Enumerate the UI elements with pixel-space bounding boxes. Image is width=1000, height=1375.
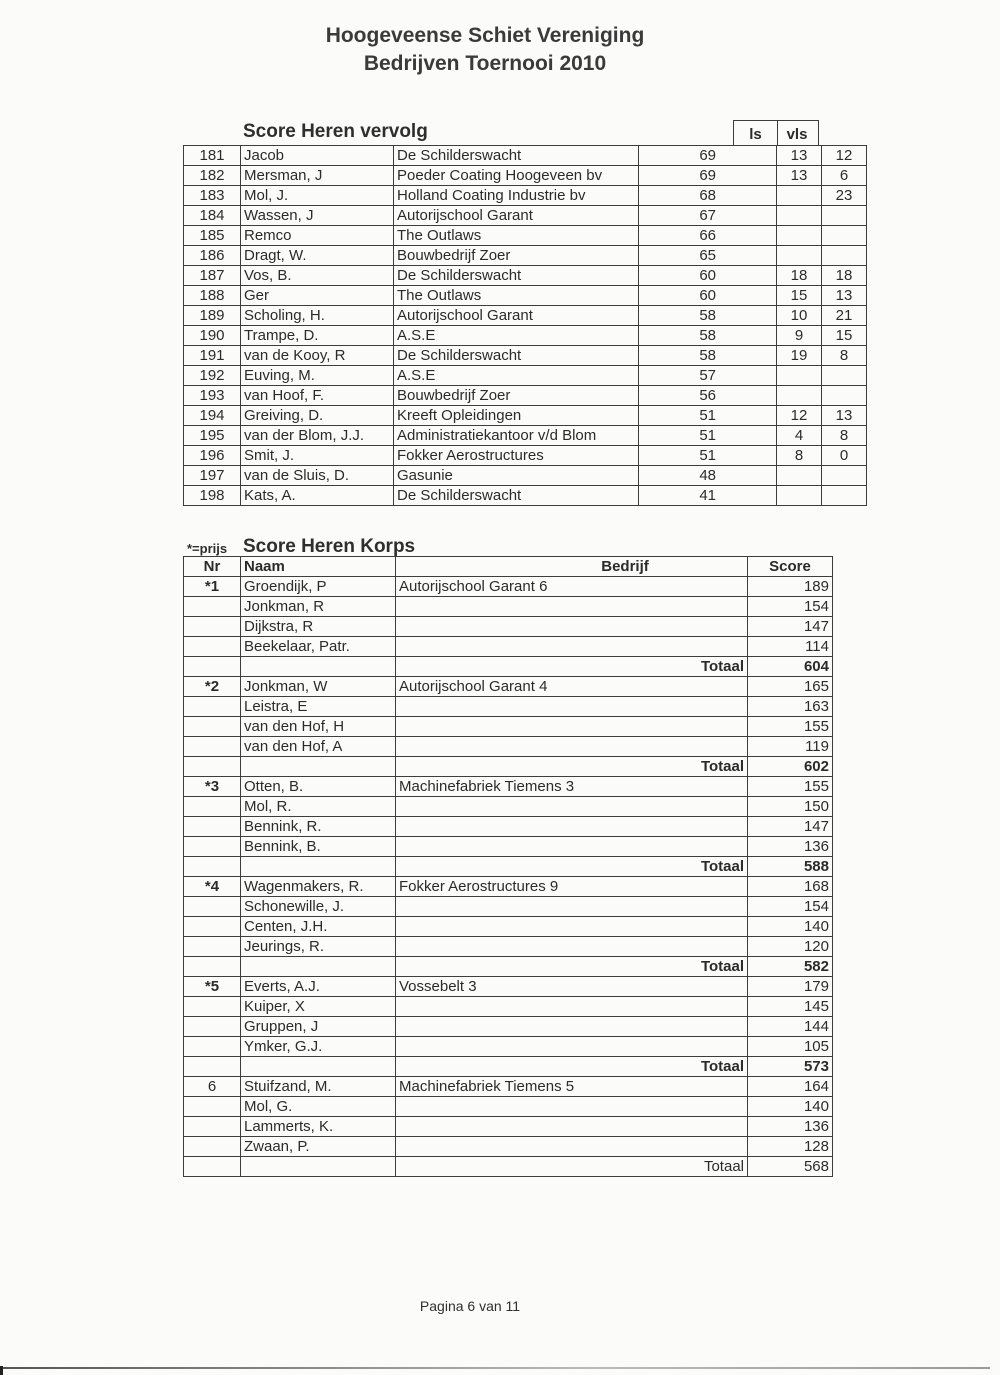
cell-score: 140 — [748, 1097, 833, 1117]
cell-naam: Dragt, W. — [241, 246, 394, 266]
score-heren-korps-table — [183, 556, 833, 1177]
column-header-ls: ls — [733, 120, 778, 146]
team-member-row — [184, 577, 833, 597]
cell-empty — [241, 957, 396, 977]
cell-score: 150 — [748, 797, 833, 817]
prize-legend: *=prijs — [187, 541, 228, 556]
team-total-row — [184, 757, 833, 777]
cell-ls — [777, 366, 822, 386]
table-header — [184, 557, 833, 577]
cell-ls — [777, 466, 822, 486]
cell-nr: 188 — [184, 286, 241, 306]
cell-score: 189 — [748, 577, 833, 597]
cell-naam: van den Hof, A — [241, 737, 396, 757]
table-row — [184, 366, 867, 386]
cell-score: 68 — [639, 186, 777, 206]
team-member-row — [184, 697, 833, 717]
cell-nr: 185 — [184, 226, 241, 246]
cell-naam: Wassen, J — [241, 206, 394, 226]
cell-naam: Wagenmakers, R. — [241, 877, 396, 897]
cell-ls: 15 — [777, 286, 822, 306]
table-row — [184, 286, 867, 306]
cell-nr — [184, 1097, 241, 1117]
cell-naam: van Hoof, F. — [241, 386, 394, 406]
cell-score: 60 — [639, 266, 777, 286]
cell-ls — [777, 246, 822, 266]
cell-naam: Stuifzand, M. — [241, 1077, 396, 1097]
cell-score: 155 — [748, 717, 833, 737]
cell-empty — [241, 657, 396, 677]
team-member-row — [184, 1077, 833, 1097]
table-row — [184, 386, 867, 406]
document-subtitle: Bedrijven Toernooi 2010 — [363, 52, 607, 75]
cell-naam: Zwaan, P. — [241, 1137, 396, 1157]
cell-naam: Dijkstra, R — [241, 617, 396, 637]
cell-score: 60 — [639, 286, 777, 306]
team-member-row — [184, 877, 833, 897]
cell-bedrijf — [396, 637, 748, 657]
cell-bedrijf: De Schilderswacht — [394, 486, 639, 506]
cell-bedrijf — [396, 897, 748, 917]
cell-score: 57 — [639, 366, 777, 386]
team-member-row — [184, 997, 833, 1017]
cell-naam: Schonewille, J. — [241, 897, 396, 917]
cell-score: 119 — [748, 737, 833, 757]
column-header-nr: Nr — [184, 557, 241, 577]
team-member-row — [184, 817, 833, 837]
cell-vls: 23 — [822, 186, 867, 206]
cell-bedrijf: Poeder Coating Hoogeveen bv — [394, 166, 639, 186]
cell-score: 58 — [639, 306, 777, 326]
cell-nr — [184, 737, 241, 757]
cell-nr: 198 — [184, 486, 241, 506]
cell-score: 120 — [748, 937, 833, 957]
cell-nr — [184, 597, 241, 617]
cell-bedrijf: Autorijschool Garant — [394, 306, 639, 326]
cell-ls: 10 — [777, 306, 822, 326]
cell-score: 114 — [748, 637, 833, 657]
cell-bedrijf — [396, 1117, 748, 1137]
cell-naam: Mersman, J — [241, 166, 394, 186]
cell-naam: Vos, B. — [241, 266, 394, 286]
table-row — [184, 446, 867, 466]
cell-nr — [184, 637, 241, 657]
team-member-row — [184, 1137, 833, 1157]
totaal-value: 588 — [748, 857, 833, 877]
cell-score: 56 — [639, 386, 777, 406]
cell-bedrijf: Autorijschool Garant 6 — [396, 577, 748, 597]
cell-nr — [184, 997, 241, 1017]
table-row — [184, 326, 867, 346]
cell-nr: 193 — [184, 386, 241, 406]
cell-score: 163 — [748, 697, 833, 717]
cell-score: 136 — [748, 837, 833, 857]
cell-naam: van den Hof, H — [241, 717, 396, 737]
cell-score: 147 — [748, 817, 833, 837]
totaal-label: Totaal — [396, 857, 748, 877]
table-row — [184, 486, 867, 506]
cell-ls: 13 — [777, 146, 822, 166]
cell-empty — [184, 1157, 241, 1177]
cell-bedrijf: The Outlaws — [394, 286, 639, 306]
cell-score: 154 — [748, 897, 833, 917]
cell-ls: 13 — [777, 166, 822, 186]
cell-bedrijf — [396, 737, 748, 757]
cell-bedrijf: Fokker Aerostructures — [394, 446, 639, 466]
totaal-value: 604 — [748, 657, 833, 677]
cell-bedrijf: The Outlaws — [394, 226, 639, 246]
table-row — [184, 406, 867, 426]
team-member-row — [184, 737, 833, 757]
cell-score: 51 — [639, 406, 777, 426]
totaal-value: 602 — [748, 757, 833, 777]
cell-vls: 6 — [822, 166, 867, 186]
cell-bedrijf — [396, 717, 748, 737]
cell-nr — [184, 897, 241, 917]
cell-nr: 190 — [184, 326, 241, 346]
cell-ls: 9 — [777, 326, 822, 346]
cell-nr: 181 — [184, 146, 241, 166]
team-member-row — [184, 637, 833, 657]
cell-score: 155 — [748, 777, 833, 797]
cell-ls: 8 — [777, 446, 822, 466]
cell-bedrijf — [396, 917, 748, 937]
team-member-row — [184, 777, 833, 797]
cell-nr: 192 — [184, 366, 241, 386]
cell-nr — [184, 1137, 241, 1157]
cell-score: 69 — [639, 146, 777, 166]
cell-nr: 195 — [184, 426, 241, 446]
column-header-naam: Naam — [241, 557, 396, 577]
cell-naam: Remco — [241, 226, 394, 246]
column-header-score: Score — [748, 557, 833, 577]
cell-nr — [184, 817, 241, 837]
cell-naam: Mol, G. — [241, 1097, 396, 1117]
team-member-row — [184, 1017, 833, 1037]
cell-vls — [822, 226, 867, 246]
cell-nr: *4 — [184, 877, 241, 897]
cell-nr — [184, 937, 241, 957]
cell-bedrijf — [396, 937, 748, 957]
cell-bedrijf: Administratiekantoor v/d Blom — [394, 426, 639, 446]
cell-ls — [777, 186, 822, 206]
cell-empty — [184, 857, 241, 877]
cell-bedrijf — [396, 997, 748, 1017]
table-row — [184, 246, 867, 266]
totaal-value: 582 — [748, 957, 833, 977]
cell-empty — [241, 757, 396, 777]
team-total-row — [184, 1157, 833, 1177]
cell-ls — [777, 206, 822, 226]
cell-bedrijf: De Schilderswacht — [394, 266, 639, 286]
cell-naam: Greiving, D. — [241, 406, 394, 426]
cell-ls: 18 — [777, 266, 822, 286]
cell-score: 66 — [639, 226, 777, 246]
cell-nr — [184, 797, 241, 817]
team-member-row — [184, 897, 833, 917]
cell-vls: 18 — [822, 266, 867, 286]
cell-ls — [777, 226, 822, 246]
cell-nr: 187 — [184, 266, 241, 286]
team-member-row — [184, 1097, 833, 1117]
cell-score: 58 — [639, 346, 777, 366]
cell-score: 136 — [748, 1117, 833, 1137]
cell-empty — [241, 1157, 396, 1177]
cell-naam: Trampe, D. — [241, 326, 394, 346]
totaal-label: Totaal — [396, 657, 748, 677]
cell-bedrijf: Bouwbedrijf Zoer — [394, 246, 639, 266]
team-member-row — [184, 937, 833, 957]
cell-naam: Bennink, R. — [241, 817, 396, 837]
cell-score: 65 — [639, 246, 777, 266]
cell-bedrijf — [396, 817, 748, 837]
cell-naam: Gruppen, J — [241, 1017, 396, 1037]
cell-naam: Otten, B. — [241, 777, 396, 797]
cell-nr — [184, 837, 241, 857]
section-heading-korps: Score Heren Korps — [243, 536, 416, 557]
team-member-row — [184, 837, 833, 857]
cell-naam: Ger — [241, 286, 394, 306]
cell-score: 147 — [748, 617, 833, 637]
totaal-label: Totaal — [396, 957, 748, 977]
cell-vls — [822, 206, 867, 226]
column-header-bedrijf: Bedrijf — [396, 557, 748, 577]
cell-nr: 191 — [184, 346, 241, 366]
cell-bedrijf — [396, 1017, 748, 1037]
cell-ls — [777, 386, 822, 406]
cell-score: 51 — [639, 426, 777, 446]
cell-nr: 183 — [184, 186, 241, 206]
header-row — [184, 557, 833, 577]
cell-nr — [184, 617, 241, 637]
cell-nr — [184, 1037, 241, 1057]
team-member-row — [184, 717, 833, 737]
cell-naam: Beekelaar, Patr. — [241, 637, 396, 657]
cell-ls: 12 — [777, 406, 822, 426]
cell-naam: Lammerts, K. — [241, 1117, 396, 1137]
cell-vls — [822, 466, 867, 486]
cell-naam: Everts, A.J. — [241, 977, 396, 997]
team-total-row — [184, 957, 833, 977]
cell-bedrijf: Bouwbedrijf Zoer — [394, 386, 639, 406]
cell-empty — [184, 757, 241, 777]
cell-nr: *5 — [184, 977, 241, 997]
cell-score: 128 — [748, 1137, 833, 1157]
cell-naam: Mol, R. — [241, 797, 396, 817]
cell-nr — [184, 697, 241, 717]
cell-naam: van de Kooy, R — [241, 346, 394, 366]
table-body — [184, 577, 833, 1177]
cell-score: 51 — [639, 446, 777, 466]
score-heren-vervolg-table — [183, 145, 867, 506]
cell-nr: 184 — [184, 206, 241, 226]
cell-bedrijf — [396, 1097, 748, 1117]
table-row — [184, 186, 867, 206]
cell-vls: 8 — [822, 426, 867, 446]
cell-bedrijf: Fokker Aerostructures 9 — [396, 877, 748, 897]
table-row — [184, 146, 867, 166]
cell-score: 140 — [748, 917, 833, 937]
team-member-row — [184, 1117, 833, 1137]
cell-bedrijf: A.S.E — [394, 366, 639, 386]
table-body — [184, 146, 867, 506]
cell-naam: Mol, J. — [241, 186, 394, 206]
cell-score: 154 — [748, 597, 833, 617]
cell-nr — [184, 1117, 241, 1137]
cell-score: 165 — [748, 677, 833, 697]
cell-empty — [241, 857, 396, 877]
cell-score: 179 — [748, 977, 833, 997]
team-member-row — [184, 1037, 833, 1057]
cell-nr: 182 — [184, 166, 241, 186]
team-member-row — [184, 677, 833, 697]
table-row — [184, 206, 867, 226]
table-row — [184, 266, 867, 286]
scan-edge-mark — [0, 1366, 3, 1375]
cell-nr: 197 — [184, 466, 241, 486]
cell-bedrijf — [396, 797, 748, 817]
section-heading-vervolg: Score Heren vervolg — [243, 121, 428, 142]
table-row — [184, 226, 867, 246]
cell-score: 67 — [639, 206, 777, 226]
cell-bedrijf — [396, 617, 748, 637]
cell-nr: *2 — [184, 677, 241, 697]
totaal-value: 568 — [748, 1157, 833, 1177]
cell-vls: 13 — [822, 406, 867, 426]
team-member-row — [184, 977, 833, 997]
cell-score: 164 — [748, 1077, 833, 1097]
cell-naam: Scholing, H. — [241, 306, 394, 326]
cell-naam: Leistra, E — [241, 697, 396, 717]
page-footer: Pagina 6 van 11 — [419, 1298, 521, 1314]
cell-bedrijf — [396, 1137, 748, 1157]
cell-bedrijf: Vossebelt 3 — [396, 977, 748, 997]
cell-naam: van de Sluis, D. — [241, 466, 394, 486]
cell-bedrijf: Kreeft Opleidingen — [394, 406, 639, 426]
cell-bedrijf — [396, 597, 748, 617]
totaal-label: Totaal — [396, 757, 748, 777]
cell-nr — [184, 717, 241, 737]
team-member-row — [184, 917, 833, 937]
totaal-value: 573 — [748, 1057, 833, 1077]
cell-vls: 15 — [822, 326, 867, 346]
cell-naam: Groendijk, P — [241, 577, 396, 597]
totaal-label: Totaal — [396, 1157, 748, 1177]
cell-empty — [184, 657, 241, 677]
cell-nr: 6 — [184, 1077, 241, 1097]
cell-vls: 13 — [822, 286, 867, 306]
cell-naam: Euving, M. — [241, 366, 394, 386]
cell-bedrijf: Autorijschool Garant — [394, 206, 639, 226]
cell-bedrijf: Autorijschool Garant 4 — [396, 677, 748, 697]
cell-bedrijf: De Schilderswacht — [394, 346, 639, 366]
cell-vls: 8 — [822, 346, 867, 366]
cell-empty — [184, 957, 241, 977]
cell-ls — [777, 486, 822, 506]
cell-score: 58 — [639, 326, 777, 346]
cell-bedrijf: Holland Coating Industrie bv — [394, 186, 639, 206]
cell-vls: 12 — [822, 146, 867, 166]
cell-nr: 196 — [184, 446, 241, 466]
cell-score: 145 — [748, 997, 833, 1017]
cell-naam: Bennink, B. — [241, 837, 396, 857]
cell-ls: 19 — [777, 346, 822, 366]
table-row — [184, 346, 867, 366]
cell-naam: Jeurings, R. — [241, 937, 396, 957]
team-member-row — [184, 597, 833, 617]
table-row — [184, 166, 867, 186]
cell-nr: *3 — [184, 777, 241, 797]
cell-vls — [822, 386, 867, 406]
cell-bedrijf: Machinefabriek Tiemens 5 — [396, 1077, 748, 1097]
cell-score: 105 — [748, 1037, 833, 1057]
cell-naam: Jacob — [241, 146, 394, 166]
cell-score: 144 — [748, 1017, 833, 1037]
cell-naam: van der Blom, J.J. — [241, 426, 394, 446]
cell-score: 48 — [639, 466, 777, 486]
cell-vls: 21 — [822, 306, 867, 326]
team-total-row — [184, 857, 833, 877]
cell-bedrijf — [396, 697, 748, 717]
cell-nr: 186 — [184, 246, 241, 266]
table-row — [184, 466, 867, 486]
cell-naam: Smit, J. — [241, 446, 394, 466]
cell-vls — [822, 486, 867, 506]
team-total-row — [184, 1057, 833, 1077]
cell-nr: 189 — [184, 306, 241, 326]
cell-vls: 0 — [822, 446, 867, 466]
cell-bedrijf: De Schilderswacht — [394, 146, 639, 166]
cell-vls — [822, 366, 867, 386]
cell-bedrijf: A.S.E — [394, 326, 639, 346]
cell-naam: Jonkman, W — [241, 677, 396, 697]
team-member-row — [184, 617, 833, 637]
document-title: Hoogeveense Schiet Vereniging — [325, 24, 645, 47]
cell-vls — [822, 246, 867, 266]
scan-edge-divider — [0, 1367, 990, 1369]
cell-nr — [184, 1017, 241, 1037]
table-row — [184, 426, 867, 446]
table-row — [184, 306, 867, 326]
cell-naam: Jonkman, R — [241, 597, 396, 617]
totaal-label: Totaal — [396, 1057, 748, 1077]
cell-empty — [241, 1057, 396, 1077]
cell-naam: Kats, A. — [241, 486, 394, 506]
cell-bedrijf: Machinefabriek Tiemens 3 — [396, 777, 748, 797]
column-header-vls: vls — [776, 120, 819, 146]
cell-bedrijf: Gasunie — [394, 466, 639, 486]
cell-empty — [184, 1057, 241, 1077]
cell-ls: 4 — [777, 426, 822, 446]
cell-score: 41 — [639, 486, 777, 506]
cell-nr: 194 — [184, 406, 241, 426]
cell-bedrijf — [396, 1037, 748, 1057]
team-total-row — [184, 657, 833, 677]
cell-nr — [184, 917, 241, 937]
cell-naam: Kuiper, X — [241, 997, 396, 1017]
cell-score: 168 — [748, 877, 833, 897]
cell-nr: *1 — [184, 577, 241, 597]
team-member-row — [184, 797, 833, 817]
cell-naam: Ymker, G.J. — [241, 1037, 396, 1057]
cell-naam: Centen, J.H. — [241, 917, 396, 937]
cell-bedrijf — [396, 837, 748, 857]
cell-score: 69 — [639, 166, 777, 186]
